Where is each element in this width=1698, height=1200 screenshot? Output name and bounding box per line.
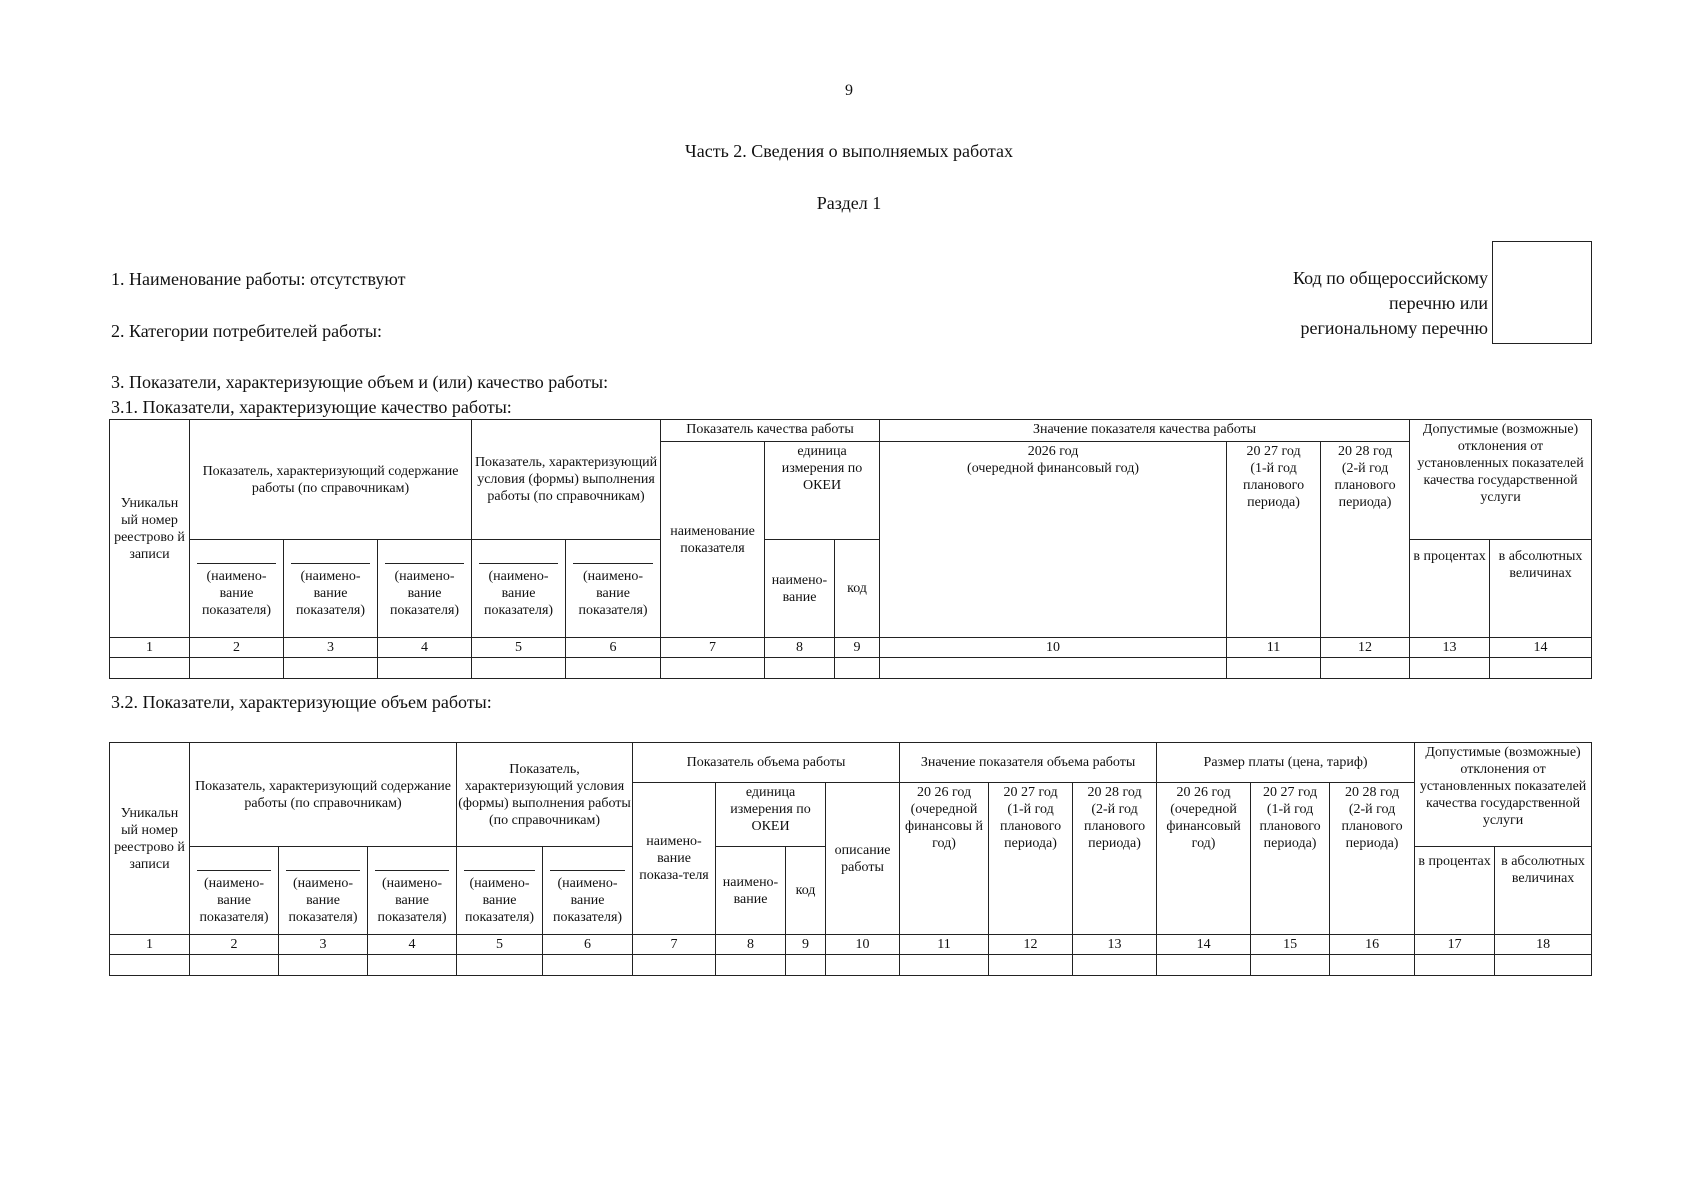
- indicator-name-cell: [284, 540, 378, 638]
- empty-cell[interactable]: [1073, 955, 1157, 976]
- empty-cell[interactable]: [989, 955, 1073, 976]
- column-number: 5: [457, 935, 543, 955]
- column-number: 4: [378, 638, 472, 658]
- indicators-heading: 3. Показатели, характеризующие объем и (или) качество работы:: [111, 372, 609, 392]
- volume-table: [109, 742, 1592, 976]
- empty-cell[interactable]: [1410, 658, 1490, 679]
- empty-cell[interactable]: [472, 658, 566, 679]
- part-title: Часть 2. Сведения о выполняемых работах: [685, 141, 1013, 161]
- code-label-line-1: Код по общероссийскому: [1293, 268, 1488, 288]
- fee-year-2027-cell: [1251, 783, 1330, 935]
- empty-cell[interactable]: [1251, 955, 1330, 976]
- empty-cell[interactable]: [1495, 955, 1592, 976]
- year-2027-note: (1-й год планового периода): [1242, 461, 1305, 510]
- column-number: 1: [110, 638, 190, 658]
- indicator-name-col: наимено-вание показа-теля: [633, 783, 716, 935]
- column-number: 11: [900, 935, 989, 955]
- empty-cell[interactable]: [900, 955, 989, 976]
- fee-year-2027-label: 20 27 год: [1263, 785, 1318, 800]
- volume-indicator-header: Показатель объема работы: [633, 743, 900, 783]
- indicator-name-2: (наимено-вание показателя): [201, 569, 272, 618]
- empty-cell[interactable]: [190, 955, 279, 976]
- empty-cell[interactable]: [543, 955, 633, 976]
- empty-cell[interactable]: [765, 658, 835, 679]
- empty-cell[interactable]: [566, 658, 661, 679]
- column-number: 7: [633, 935, 716, 955]
- empty-cell[interactable]: [1490, 658, 1592, 679]
- vol-year-2026-note: (очередной финансовы й год): [905, 802, 984, 851]
- code-label: [1293, 266, 1488, 341]
- in-absolute-header: в абсолютных величинах: [1495, 847, 1592, 935]
- vol-year-2026-label: 20 26 год: [916, 785, 972, 800]
- indicator-name-3: (наимено-вание показателя): [295, 569, 366, 618]
- year-2028-note: (2-й год планового периода): [1334, 461, 1396, 510]
- empty-cell[interactable]: [716, 955, 786, 976]
- column-number: 10: [880, 638, 1227, 658]
- column-number: 12: [1321, 638, 1410, 658]
- indicator-name-6: (наимено-вание показателя): [552, 876, 623, 925]
- column-number: 8: [765, 638, 835, 658]
- volume-heading: 3.2. Показатели, характеризующие объем работы:: [111, 692, 492, 712]
- empty-cell[interactable]: [378, 658, 472, 679]
- vol-year-2028-note: (2-й год планового периода): [1084, 802, 1146, 851]
- okei-unit-header: единица измерения по ОКЕИ: [765, 442, 880, 540]
- fee-year-2026-note: (очередной финансовый год): [1166, 802, 1241, 851]
- year-2026-cell: [880, 442, 1227, 638]
- indicator-name-cell: [543, 847, 633, 935]
- code-label-line-2: перечню или: [1388, 293, 1488, 313]
- column-number: 2: [190, 935, 279, 955]
- year-2028-label: 20 28 год: [1337, 444, 1393, 459]
- condition-indicator-header: Показатель, характеризующий условия (формы) выполнения работы (по справочникам): [457, 743, 633, 847]
- empty-data-row: [110, 955, 1592, 976]
- year-2026-note: (очередной финансовый год): [967, 461, 1139, 476]
- vol-year-2026-cell: [900, 783, 989, 935]
- vol-year-2027-label: 20 27 год: [1003, 785, 1058, 800]
- column-number: 17: [1415, 935, 1495, 955]
- indicator-name-3: (наимено-вание показателя): [288, 876, 358, 925]
- column-number: 4: [368, 935, 457, 955]
- year-2027-cell: [1227, 442, 1321, 638]
- quality-heading: 3.1. Показатели, характеризующие качество работы:: [111, 397, 512, 417]
- okei-name-header: наимено-вание: [765, 540, 835, 638]
- section-title: Раздел 1: [816, 193, 882, 213]
- in-percent-header: в процентах: [1410, 540, 1490, 638]
- allowed-deviation-header: Допустимые (возможные) отклонения от установленных показателей качества государственной услуги: [1415, 743, 1592, 847]
- code-label-line-3: региональному перечню: [1300, 318, 1488, 338]
- year-2027-label: 20 27 год: [1246, 444, 1301, 459]
- fee-year-2028-note: (2-й год планового периода): [1341, 802, 1403, 851]
- indicator-name-cell: [378, 540, 472, 638]
- unique-id-header: Уникальн ый номер реестрово й записи: [110, 420, 190, 638]
- empty-cell[interactable]: [284, 658, 378, 679]
- column-number: 15: [1251, 935, 1330, 955]
- okei-unit-header: единица измерения по ОКЕИ: [716, 783, 826, 847]
- empty-cell[interactable]: [110, 658, 190, 679]
- consumer-category-line: 2. Категории потребителей работы:: [111, 321, 382, 341]
- empty-cell[interactable]: [1157, 955, 1251, 976]
- vol-year-2027-note: (1-й год планового периода): [999, 802, 1062, 851]
- indicator-name-cell: [368, 847, 457, 935]
- column-number: 14: [1490, 638, 1592, 658]
- column-number: 16: [1330, 935, 1415, 955]
- allowed-deviation-header: Допустимые (возможные) отклонения от установленных показателей качества государственной услуги: [1410, 420, 1592, 540]
- volume-value-header: Значение показателя объема работы: [900, 743, 1157, 783]
- fee-year-2027-note: (1-й год планового периода): [1259, 802, 1321, 851]
- indicator-name-cell: [566, 540, 661, 638]
- column-number: 3: [284, 638, 378, 658]
- fee-year-2026-cell: [1157, 783, 1251, 935]
- indicator-name-5: (наимено-вание показателя): [464, 876, 535, 925]
- unique-id-header: Уникальн ый номер реестрово й записи: [110, 743, 190, 935]
- indicator-name-col: наименование показателя: [661, 442, 765, 638]
- empty-cell[interactable]: [633, 955, 716, 976]
- empty-cell[interactable]: [368, 955, 457, 976]
- column-number: 7: [661, 638, 765, 658]
- content-indicator-header: Показатель, характеризующий содержание работы (по справочникам): [190, 743, 457, 847]
- indicator-name-cell: [190, 540, 284, 638]
- indicator-name-cell: [279, 847, 368, 935]
- column-number: 12: [989, 935, 1073, 955]
- column-number: 13: [1073, 935, 1157, 955]
- empty-cell[interactable]: [835, 658, 880, 679]
- fee-header: Размер платы (цена, тариф): [1157, 743, 1415, 783]
- column-number: 11: [1227, 638, 1321, 658]
- empty-cell[interactable]: [661, 658, 765, 679]
- column-number: 2: [190, 638, 284, 658]
- page-number: 9: [845, 82, 853, 99]
- quality-value-header: Значение показателя качества работы: [880, 420, 1410, 442]
- column-number: 6: [566, 638, 661, 658]
- in-absolute-header: в абсолютных величинах: [1490, 540, 1592, 638]
- condition-indicator-header: Показатель, характеризующий условия (формы) выполнения работы (по справочникам): [472, 420, 661, 540]
- empty-cell[interactable]: [190, 658, 284, 679]
- indicator-name-cell: [190, 847, 279, 935]
- column-number: 5: [472, 638, 566, 658]
- indicator-name-cell: [457, 847, 543, 935]
- empty-data-row: [110, 658, 1592, 679]
- column-numbers-row: [110, 638, 1592, 658]
- quality-indicator-header: Показатель качества работы: [661, 420, 880, 442]
- empty-cell[interactable]: [880, 658, 1227, 679]
- year-2028-cell: [1321, 442, 1410, 638]
- empty-cell[interactable]: [1321, 658, 1410, 679]
- indicator-name-2: (наимено-вание показателя): [199, 876, 269, 925]
- okei-name-header: наимено-вание: [716, 847, 786, 935]
- column-number: 10: [826, 935, 900, 955]
- column-number: 9: [786, 935, 826, 955]
- indicator-name-4: (наимено-вание показателя): [389, 569, 460, 618]
- quality-table: [109, 419, 1592, 679]
- empty-cell[interactable]: [786, 955, 826, 976]
- work-name-line: 1. Наименование работы: отсутствуют: [111, 269, 406, 289]
- column-number: 9: [835, 638, 880, 658]
- column-number: 1: [110, 935, 190, 955]
- column-number: 14: [1157, 935, 1251, 955]
- fee-year-2028-label: 20 28 год: [1345, 785, 1400, 800]
- vol-year-2028-label: 20 28 год: [1087, 785, 1142, 800]
- empty-cell[interactable]: [826, 955, 900, 976]
- column-number: 8: [716, 935, 786, 955]
- column-number: 6: [543, 935, 633, 955]
- fee-year-2028-cell: [1330, 783, 1415, 935]
- column-number: 3: [279, 935, 368, 955]
- vol-year-2028-cell: [1073, 783, 1157, 935]
- column-number: 18: [1495, 935, 1592, 955]
- empty-cell[interactable]: [110, 955, 190, 976]
- empty-cell[interactable]: [457, 955, 543, 976]
- year-2026-label: 2026 год: [1027, 444, 1079, 459]
- okei-code-header: код: [786, 847, 826, 935]
- indicator-name-4: (наимено-вание показателя): [377, 876, 447, 925]
- content-indicator-header: Показатель, характеризующий содержание работы (по справочникам): [190, 420, 472, 540]
- empty-cell[interactable]: [1415, 955, 1495, 976]
- vol-year-2027-cell: [989, 783, 1073, 935]
- empty-cell[interactable]: [1330, 955, 1415, 976]
- indicator-name-6: (наимено-вание показателя): [578, 569, 648, 618]
- empty-cell[interactable]: [279, 955, 368, 976]
- in-percent-header: в процентах: [1415, 847, 1495, 935]
- fee-year-2026-label: 20 26 год: [1176, 785, 1231, 800]
- column-number: 13: [1410, 638, 1490, 658]
- column-numbers-row: [110, 935, 1592, 955]
- empty-cell[interactable]: [1227, 658, 1321, 679]
- indicator-name-5: (наимено-вание показателя): [483, 569, 554, 618]
- indicator-name-cell: [472, 540, 566, 638]
- code-box[interactable]: [1492, 241, 1592, 344]
- okei-code-header: код: [835, 540, 880, 638]
- work-description-header: описание работы: [826, 783, 900, 935]
